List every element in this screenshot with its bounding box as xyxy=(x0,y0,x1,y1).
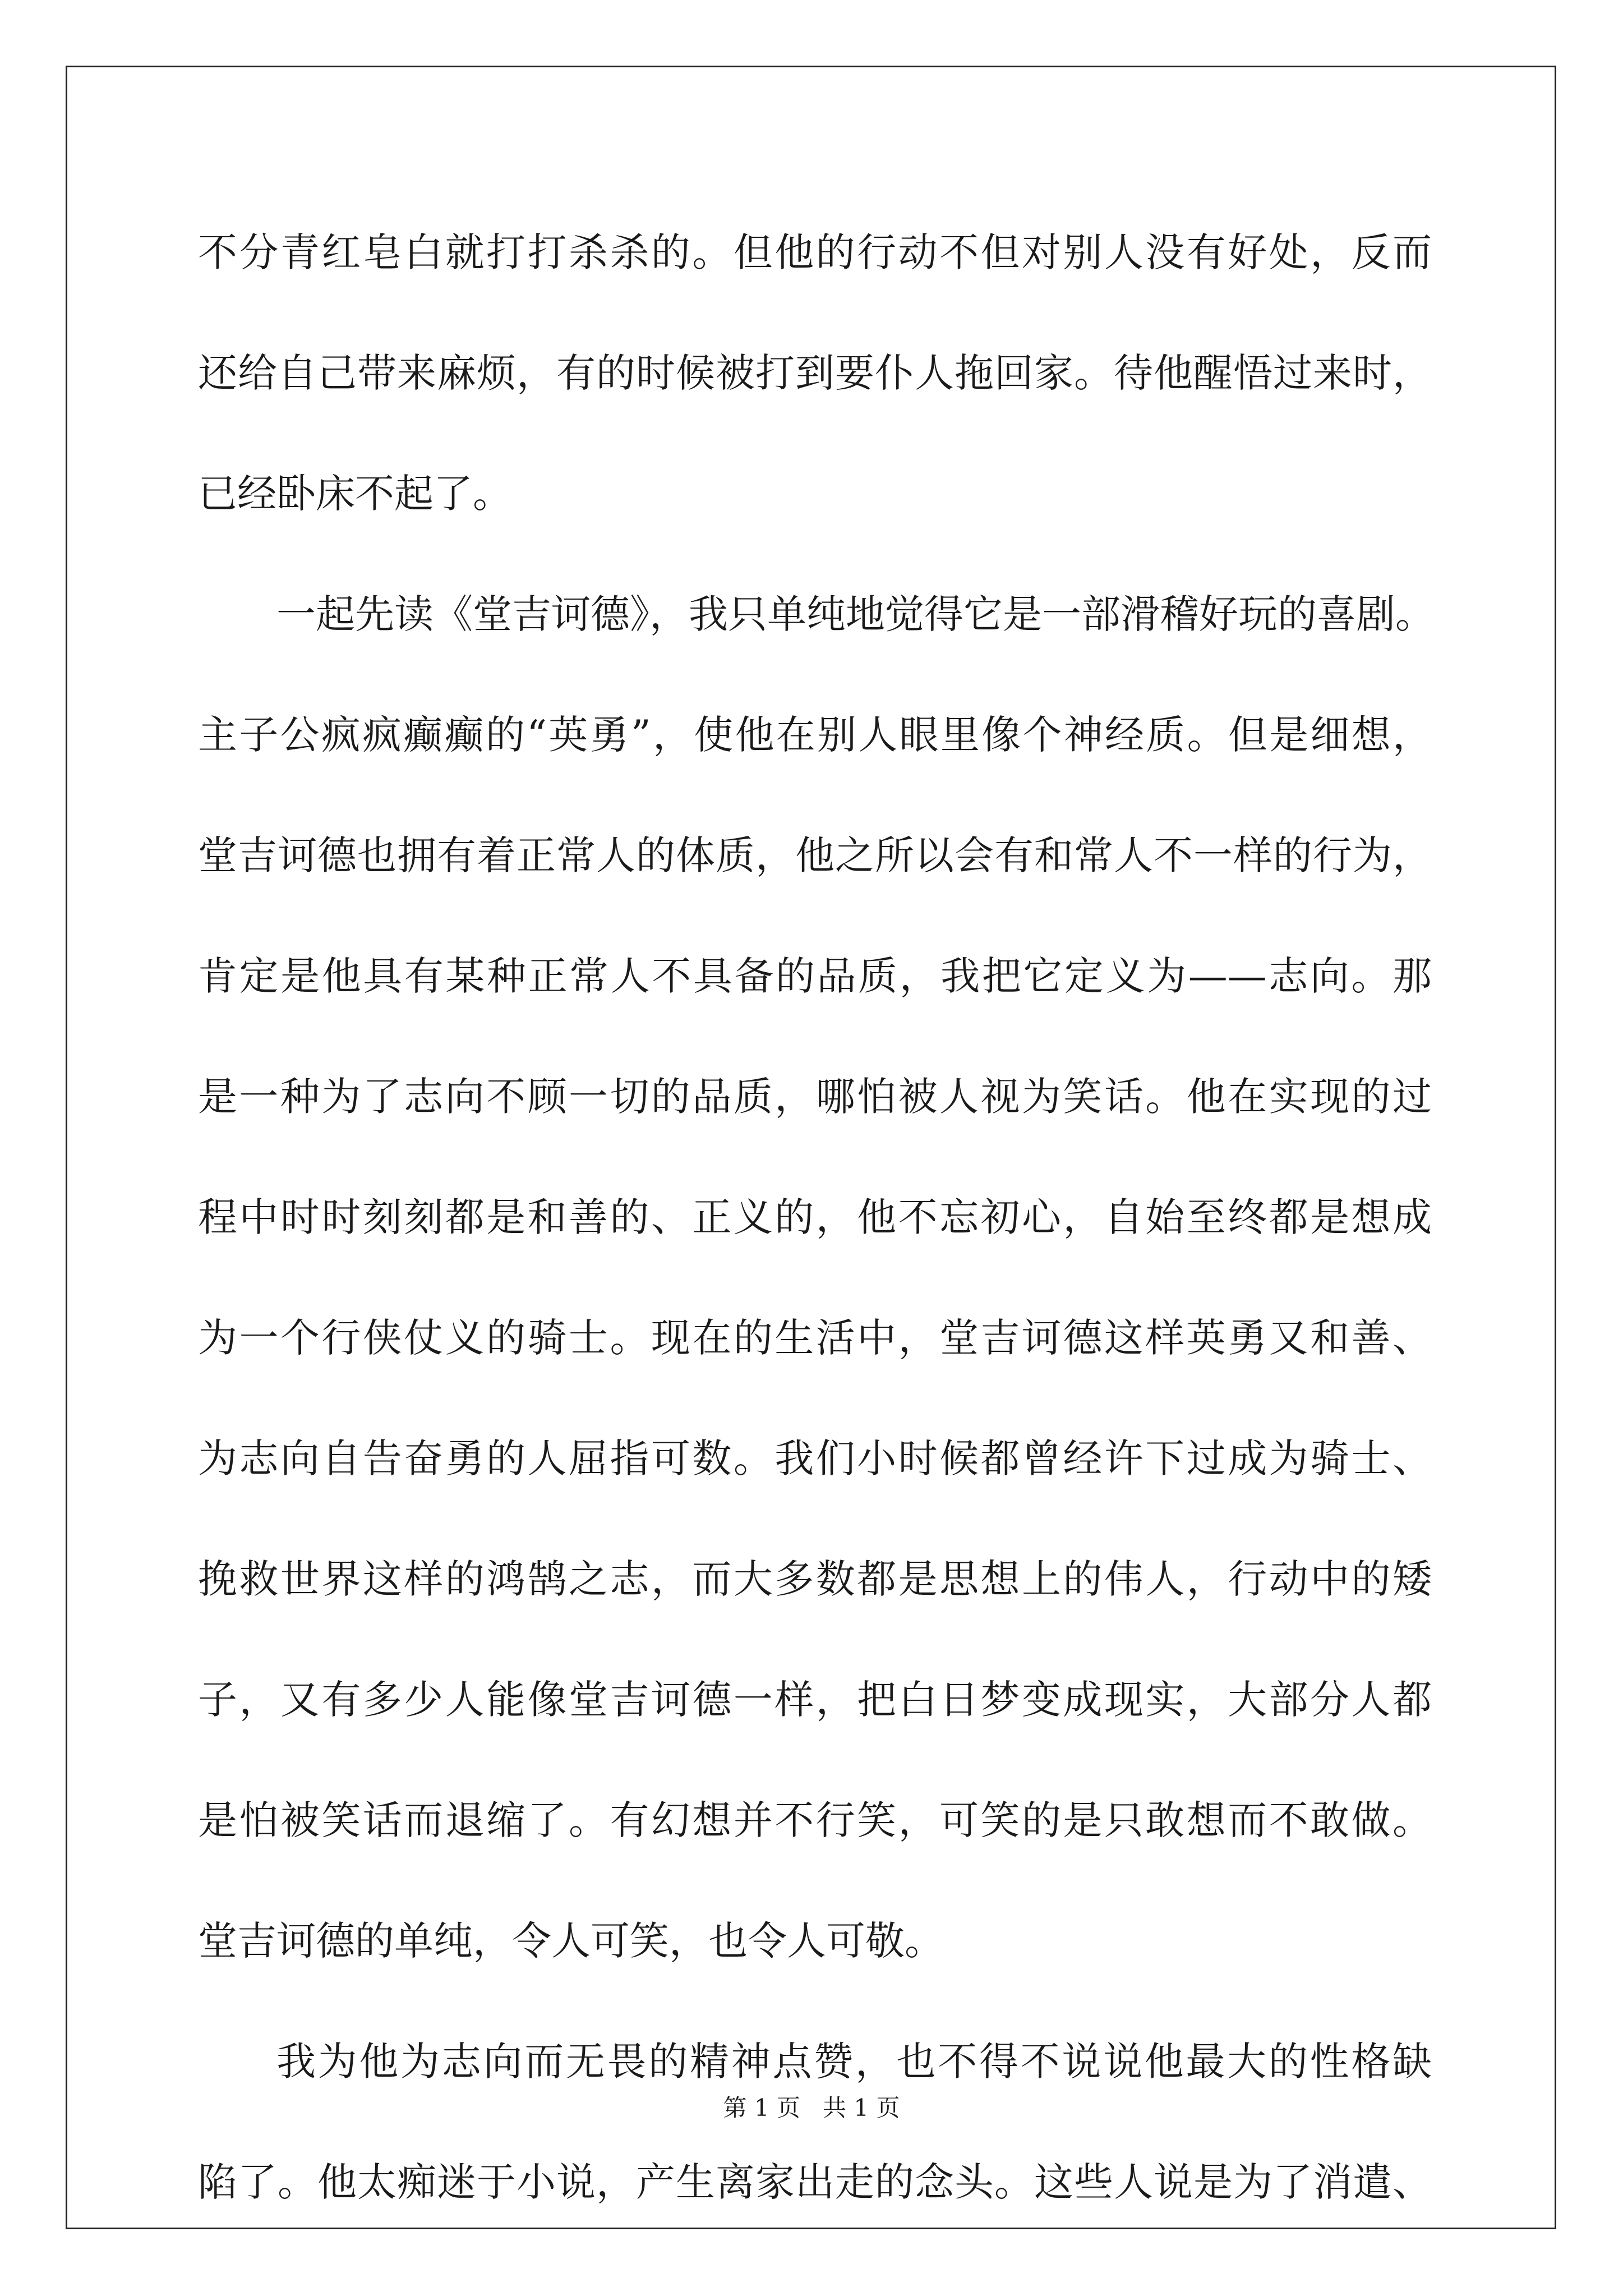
text-line: 已经卧床不起了。 xyxy=(198,471,512,517)
page-number: 第 1 页 xyxy=(723,2094,800,2122)
text-line: 堂吉诃德也拥有着正常人的体质，他之所以会有和常人不一样的行为， xyxy=(198,832,1432,878)
text-line: 堂吉诃德的单纯，令人可笑，也令人可敬。 xyxy=(198,1918,944,1964)
document-body xyxy=(198,212,1435,2262)
text-line: 为志向自告奋勇的人屈指可数。我们小时候都曾经许下过成为骑士、 xyxy=(198,1435,1432,1481)
text-line: 是一种为了志向不顾一切的品质，哪怕被人视为笑话。他在实现的过 xyxy=(198,1074,1432,1120)
text-line: 我为他为志向而无畏的精神点赞，也不得不说说他最大的性格缺 xyxy=(276,2039,1432,2085)
text-line: 不分青红皂白就打打杀杀的。但他的行动不但对别人没有好处，反而 xyxy=(198,229,1432,275)
text-line: 子，又有多少人能像堂吉诃德一样，把白日梦变成现实，大部分人都 xyxy=(198,1677,1432,1723)
text-line: 是怕被笑话而退缩了。有幻想并不行笑，可笑的是只敢想而不敢做。 xyxy=(198,1797,1432,1843)
text-line: 程中时时刻刻都是和善的、正义的，他不忘初心，自始至终都是想成 xyxy=(198,1194,1432,1240)
text-line: 陷了。他太痴迷于小说，产生离家出走的念头。这些人说是为了消遣、 xyxy=(198,2159,1432,2205)
page-total: 共 1 页 xyxy=(823,2094,900,2122)
text-line: 一起先读《堂吉诃德》，我只单纯地觉得它是一部滑稽好玩的喜剧。 xyxy=(276,591,1435,637)
text-line: 挽救世界这样的鸿鹄之志，而大多数都是思想上的伟人，行动中的矮 xyxy=(198,1556,1432,1602)
text-line: 主子公疯疯癫癫的“英勇”，使他在别人眼里像个神经质。但是细想， xyxy=(198,712,1432,758)
footer-gap xyxy=(800,2094,823,2122)
text-line: 为一个行侠仗义的骑士。现在的生活中，堂吉诃德这样英勇又和善、 xyxy=(198,1315,1432,1361)
page-footer xyxy=(0,2091,1623,2125)
text-line: 还给自己带来麻烦，有的时候被打到要仆人拖回家。待他醒悟过来时， xyxy=(198,350,1432,396)
text-line: 肯定是他具有某种正常人不具备的品质，我把它定义为——志向。那 xyxy=(198,953,1432,999)
